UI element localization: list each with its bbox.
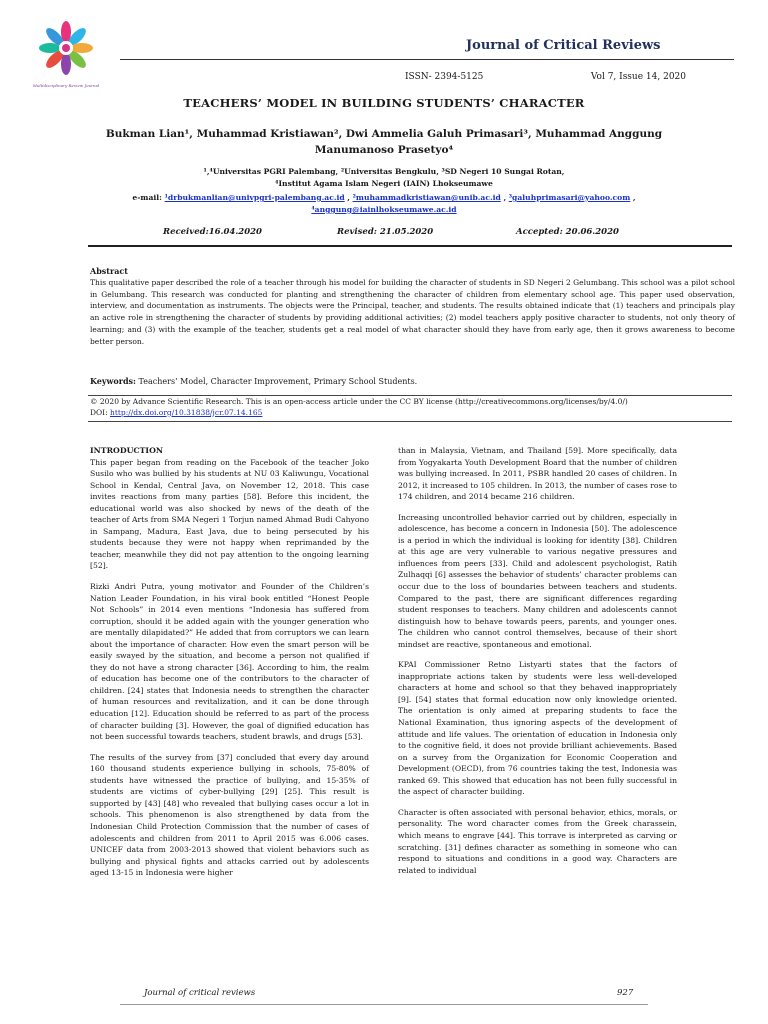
email-block [70,192,698,216]
affiliations [80,166,688,190]
copyright-block [90,397,735,418]
email-link-3[interactable]: ³galuhprimasari@yahoo.com [508,193,631,202]
copyright-text: © 2020 by Advance Scientific Research. This is an open-access article under the CC BY license (http://creativecommons.org/licenses/by/4.0/) [90,397,628,406]
header-divider [120,59,734,60]
keywords-label: Keywords: [90,376,137,386]
email-link-2[interactable]: ²muhammadkristiawan@unib.ac.id [352,193,501,202]
logo-caption: Multidisciplinary Review Journal [32,83,100,88]
email-separator: , [500,193,509,202]
doi-label: DOI: [90,407,111,417]
issn: ISSN- 2394-5125 [405,72,484,82]
authors-line-2: Manumanoso Prasetyo⁴ [314,144,454,156]
email-link-4[interactable]: ⁴anggung@iainlhokseumawe.ac.id [311,205,457,214]
email-label: e-mail: [132,193,165,202]
footer-journal-name: Journal of critical reviews [144,988,256,998]
doi-link[interactable]: http://dx.doi.org/10.31838/jcr.07.14.165 [110,407,263,417]
title-divider [88,245,732,247]
email-link-1[interactable]: ¹drbukmanlian@univpgri-palembang.ac.id [164,193,345,202]
revised-date: Revised: 21.05.2020 [337,227,434,237]
keywords-text: Teachers’ Model, Character Improvement, Primary School Students. [136,377,418,386]
body-paragraph: than in Malaysia, Vietnam, and Thailand [59]. More specifically, data from Yogyakarta Youth Development Board that the number of children was bullying increased. In 2011, PSBR handled 20 cases of children. In 2012, it increased to 105 children. In 2013, the number of cases rose to 174 children, and 2014 became 216 children. [398,446,677,502]
email-separator: , [344,193,353,202]
volume-issue: Vol 7, Issue 14, 2020 [590,72,686,82]
received-date: Received:16.04.2020 [163,227,262,237]
accepted-date: Accepted: 20.06.2020 [516,227,619,237]
body-paragraph: Character is often associated with personal behavior, ethics, morals, or personality. The word character comes from the Greek charassein, which means to engrave [44]. This torrave is interpreted as carving or scratching. [31] defines character as something in someone who can respond to situations and conditions in a good way. Characters are related to individual [398,807,677,875]
body-column-right [398,445,677,885]
body-paragraph: Rizki Andri Putra, young motivator and Founder of the Children’s Nation Leader Foundation, in his viral book entitled “Honest People Not Schools” in 2014 even mentions “Indonesia has suffered from corruption, should it be added again with the younger generation who are mentally dilapidated?” He added that from corruptors we can learn about the importance of character. How even the smart person will be easily swayed by the situation, and become a person not qualified if they do not have a strong character [36]. According to him, the realm of education has become one of the contributors to the character of children. [24] states that Indonesia needs to strengthen the character of human resources and revitalization, and it can be done through education [12]. Education should be referred to as part of the process of character building [3]. However, the goal of dignified education has not been successful towards teachers, student brawls, and drugs [53]. [90,582,369,742]
abstract-heading: Abstract [90,266,128,276]
keywords [90,376,417,386]
copyright-divider-top [88,395,732,396]
email-separator: , [630,193,636,202]
page-number: 927 [617,988,634,998]
body-paragraph: KPAI Commissioner Retno Listyarti states that the factors of inappropriate actions taken by students were less well-developed characters at home and school so that they behaved inappropriately [9]. [54] states that formal education now only knowledge oriented. The orientation is only aimed at preparing students to face the National Examination, thus ignoring aspects of the development of attitude and life values. The orientation of education in Indonesia only to the cognitive field, it does not provide brilliant achievements. Based on a survey from the Organization for Economic Cooperation and Development (OECD), from 76 countries taking the test, Indonesia was ranked 69. This showed that education has not been fully successful in the aspect of character building. [398,660,677,797]
authors [100,126,668,158]
abstract-text: This qualitative paper described the role of a teacher through his model for building the character of students in SD Negeri 2 Gelumbang. This school was a pilot school in Gelumbang. This research was conducted for planting and strengthening the character of children from elementary school age. This paper used observation, interview, and documentation as instruments. The objects were the Principal, teacher, and students. The results obtained indicate that (1) teachers and principals play an active role in strengthening the character of students by providing additional activities; (2) model teachers apply positive character to students, not only theory of learning; and (3) with the example of the teacher, students get a real model of what character should they have from early age, then it grows awareness to become better person. [90,278,735,346]
footer-divider [120,1004,648,1005]
copyright-divider-bottom [88,421,732,422]
body-paragraph: This paper began from reading on the Facebook of the teacher Joko Susilo who was bullied by his students at NU 03 Kaliwungu, Vocational School in Kendal, Central Java, on November 12, 2018. This case invites reactions from many parties [58]. Before this incident, the educational world was also shocked by news of the death of the teacher of Arts from SMA Negeri 1 Torjun named Ahmad Budi Cahyono in Sampang, Madura, East Java, due to being persecuted by his students because they were not happy when reprimanded by the teacher, meanwhile they did not pay attention to the ongoing learning [52]. [90,457,369,571]
journal-title: Journal of Critical Reviews [466,38,661,53]
body-column-left [90,445,369,888]
affiliation-line-2: ⁴Institut Agama Islam Negeri (IAIN) Lhokseumawe [275,179,493,188]
paper-title: TEACHERS’ MODEL IN BUILDING STUDENTS’ CHARACTER [183,96,585,110]
body-paragraph: The results of the survey from [37] concluded that every day around 160 thousand students experience bullying in schools, 75-80% of students have witnessed the practice of bullying, and 15-35% of students are victims of cyber-bullying [29] [25]. This result is supported by [43] [48] who revealed that bullying cases occur a lot in schools. This phenomenon is also strengthened by data from the Indonesian Child Protection Commission that the number of cases of adolescents and children from 2011 to April 2015 was 6.006 cases. UNICEF data from 2003-2013 showed that violent behaviors such as bullying and physical fights and attacks carried out by adolescents aged 13-15 in Indonesia were higher [90,752,369,878]
affiliation-line-1: ¹,⁴Universitas PGRI Palembang, ²Universitas Bengkulu, ³SD Negeri 10 Sungai Rotan, [203,167,565,176]
introduction-heading: INTRODUCTION [90,446,163,455]
body-paragraph: Increasing uncontrolled behavior carried out by children, especially in adolescence, has become a concern in Indonesia [50]. The adolescence is a period in which the individual is looking for identity [38]. Children at this age are very vulnerable to various negative pressures and influences from peers [33]. Child and adolescent psychologist, Ratih Zulhaqqi [6] assesses the behavior of students’ character problems can occur due to the loss of boundaries between teachers and students. Compared to the past, there are significant differences regarding student responses to teachers. Many children and adolescents cannot distinguish how to behave towards peers, parents, and younger ones. The children who cannot control themselves, because of their short mindset are reactive, spontaneous and emotional. [398,512,677,649]
journal-logo-icon [36,18,96,80]
authors-line-1: Bukman Lian¹, Muhammad Kristiawan², Dwi Ammelia Galuh Primasari³, Muhammad Anggung [105,128,663,140]
